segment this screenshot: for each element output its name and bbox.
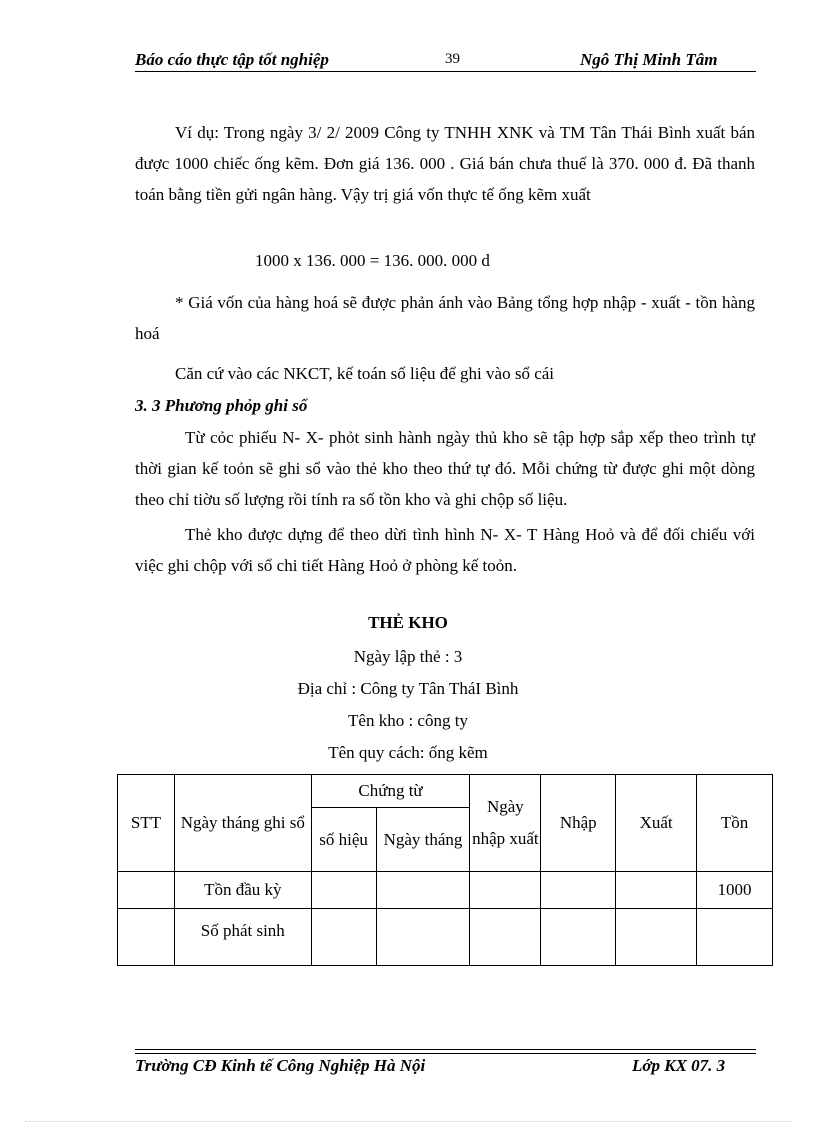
header-documents: Chứng từ [311,775,470,808]
table-row [118,872,773,909]
header-left: Báo cáo thực tập tốt nghiệp [135,50,329,69]
paragraph-ledger: Căn cứ vào các NKCT, kế toán số liệu để ghi vào sổ cái [175,364,555,383]
formula: 1000 x 136. 000 = 136. 000. 000 d [255,251,490,270]
header-entry-date: Ngày tháng ghi sổ [174,775,311,872]
header-stt: STT [118,775,175,872]
section-heading: 3. 3 Phương phỏp ghi sổ [135,396,308,415]
cell-label: Tồn đầu kỳ [174,872,311,909]
paragraph-cost-note: * Giá vốn của hàng hoá sẽ được phản ánh vào Bảng tổng hợp nhập - xuất - tồn hàng hoá [135,293,755,343]
paragraph-method: Từ cỏc phiếu N- X- phỏt sinh hành ngày thủ kho sẽ tập hợp sắp xếp theo trình tự thời gian kế toỏn sẽ ghi sổ vào thẻ kho theo thứ tự đó. Mỗi chứng từ được ghi một dòng theo chỉ tiờu số lượng rồi tính ra số tồn kho và ghi chộp số liệu. [135,428,755,509]
cell-balance [697,909,773,966]
paragraph-example: Ví dụ: Trong ngày 3/ 2/ 2009 Công ty TNHH XNK và TM Tân Thái Bình xuất bán được 1000 chiếc ống kẽm. Đơn giá 136. 000 . Giá bán chưa thuế là 370. 000 đ. Đã thanh toán bằng tiền gửi ngân hàng. Vậy trị giá vốn thực tế ống kẽm xuất [135,123,755,204]
card-warehouse-line: Tên kho : công ty [348,711,468,730]
footer-right: Lớp KX 07. 3 [632,1056,726,1075]
page-number: 39 [445,51,460,67]
footer-rule-bottom [135,1053,756,1054]
footer-rule-top [135,1049,756,1050]
cell-stt [118,872,175,909]
header-out: Xuất [616,775,697,872]
card-date-line: Ngày lập thẻ : 3 [353,647,463,666]
cell-balance: 1000 [697,872,773,909]
stock-card-table [117,774,773,966]
cell-label: Số phát sinh [174,909,311,966]
footer-left: Trường CĐ Kinh tế Công Nghiệp Hà Nội [135,1056,426,1075]
cell-stt [118,909,175,966]
card-spec-line: Tên quy cách: ống kẽm [328,743,488,762]
header-io-date: Ngày nhập xuất [470,775,541,872]
header-doc-date: Ngày tháng [376,808,470,872]
card-address-line: Địa chỉ : Công ty Tân TháI Bình [297,679,519,698]
header-right: Ngô Thị Minh Tâm [580,50,718,69]
header-doc-number: số hiệu [311,808,376,872]
card-title: THẺ KHO [368,613,448,632]
table-row [118,909,773,966]
header-rule [135,71,756,72]
header-in: Nhập [541,775,616,872]
header-balance: Tồn [697,775,773,872]
page-bottom-dotted-line [25,1121,791,1122]
paragraph-stock-card: Thẻ kho được dựng để theo dừi tình hình N- X- T Hàng Hoỏ và để đối chiếu với việc ghi chộp với sổ chi tiết Hàng Hoỏ ở phòng kế toỏn. [135,525,755,575]
